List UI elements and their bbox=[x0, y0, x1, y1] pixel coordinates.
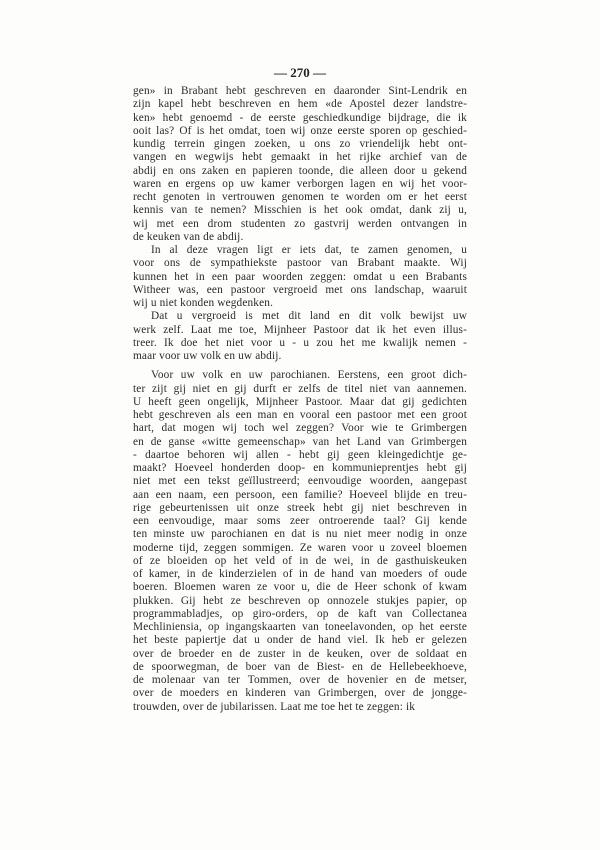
text-line: ter zijt gij niet en gij durft er zelfs de titel niet van aannemen. bbox=[133, 382, 467, 395]
text-line: waren en ergens op uw kamer verborgen lagen en wij het voor- bbox=[133, 177, 467, 190]
text-line: ooit las? Of is het omdat, toen wij onze eerste sporen op geschied- bbox=[133, 124, 467, 137]
text-line: Dat u vergroeid is met dit land en dit volk bewijst uw bbox=[151, 310, 467, 323]
text-line: kennis van te nemen? Misschien is het ook omdat, dank zij u, bbox=[133, 204, 467, 217]
text-line: Voor uw volk en uw parochianen. Eerstens, een groot dich- bbox=[151, 369, 467, 382]
text-line: maakt? Hoeveel honderden doop- en kommunieprentjes hebt gij bbox=[133, 462, 467, 474]
text-line: recht genoten in vertrouwen genomen te worden om er het eerst bbox=[133, 191, 467, 203]
text-line: kunnen het in een paar woorden zeggen: omdat u een Brabants bbox=[133, 270, 467, 283]
text-line: U heeft geen ongelijk, Mijnheer Pastoor. Maar dat gij gedichten bbox=[133, 395, 467, 408]
text-line: over de broeder en de zuster in de keuken, over de soldaat en bbox=[133, 647, 467, 660]
text-line: In al deze vragen ligt er iets dat, te zamen genomen, u bbox=[151, 244, 467, 256]
text-line: hart, dat mogen wij toch wel zeggen? Voor wie te Grimbergen bbox=[133, 422, 467, 435]
text-line: abdij en ons zaken en papieren toonde, die alleen door u gekend bbox=[133, 164, 467, 177]
text-line: voor ons de sympathiekste pastoor van Brabant maakte. Wij bbox=[133, 257, 467, 270]
text-line: en de ganse «witte gemeenschap» van het Land van Grimbergen bbox=[133, 435, 467, 448]
text-line: de keuken van de abdij. bbox=[133, 230, 244, 243]
text-line: plukken. Gij hebt ze beschreven op onnozele stukjes papier, op bbox=[133, 594, 467, 607]
paragraph bbox=[133, 310, 467, 363]
text-line: ten minste uw parochianen en dat is nu niet meer nodig in onze bbox=[133, 528, 467, 541]
body-text bbox=[133, 85, 467, 714]
text-line: of ze bloeiden op het veld of in de wei, in de gasthuiskeuken bbox=[133, 554, 467, 567]
text-line: gen» in Brabant hebt geschreven en daaronder Sint-Lendrik en bbox=[133, 85, 467, 97]
text-line: - daartoe behoren wij allen - hebt gij geen kleingedichtje ge- bbox=[133, 448, 467, 461]
text-line: het beste papiertje dat u onder de hand viel. Ik heb er gelezen bbox=[133, 634, 467, 647]
text-line: een eenvoudige, maar soms zeer ontroerende taal? Gij kende bbox=[133, 515, 467, 527]
text-line: of kamer, in de kinderzielen of in de hand van moeders of oude bbox=[133, 568, 467, 580]
text-line: maar voor uw volk en uw abdij. bbox=[133, 350, 282, 362]
text-line: over de moeders en kinderen van Grimbergen, over de jongge- bbox=[133, 687, 467, 700]
paragraph bbox=[133, 244, 467, 310]
text-line: moderne tijd, zeggen sommigen. Ze waren voor u zoveel bloemen bbox=[133, 541, 467, 554]
text-line: zijn kapel hebt beschreven en hem «de Apostel dezer landstre- bbox=[133, 98, 467, 111]
paragraph bbox=[133, 369, 467, 714]
text-line: werk zelf. Laat me toe, Mijnheer Pastoor dat ik het even illus- bbox=[133, 323, 467, 336]
paragraph bbox=[133, 85, 467, 244]
text-line: hebt geschreven als een man en vooral een pastoor met een groot bbox=[133, 409, 467, 421]
text-line: de spoorwegman, de boer van de Biest- en de Hellebeekhoeve, bbox=[133, 660, 467, 673]
text-line: aan een naam, een persoon, een familie? Hoeveel blijde en treu- bbox=[133, 488, 467, 501]
page-number: — 270 — bbox=[274, 65, 326, 80]
text-line: Mechliniensia, op ingangskaarten van toneelavonden, op het eerste bbox=[133, 621, 467, 633]
text-line: Witheer was, een pastoor vergroeid met ons landschap, waaruit bbox=[133, 283, 467, 296]
text-line: trouwden, over de jubilarissen. Laat me toe het te zeggen: ik bbox=[133, 700, 416, 713]
text-line: wij met een drom studenten zo gastvrij werden ontvangen in bbox=[133, 217, 467, 230]
text-line: ken» hebt genoemd - de eerste geschiedkundige bijdrage, die ik bbox=[133, 111, 467, 124]
text-line: kundig terrein gingen zoeken, u ons zo vriendelijk hebt ont- bbox=[133, 138, 467, 150]
text-line: treer. Ik doe het niet voor u - u zou het me kwalijk nemen - bbox=[133, 336, 467, 349]
text-line: vangen en wegwijs hebt gemaakt in het rijke archief van de bbox=[133, 151, 467, 164]
text-line: wij u niet konden wegdenken. bbox=[133, 297, 274, 309]
text-line: niet met een tekst geïllustreerd; eenvoudige woorden, aangepast bbox=[133, 475, 467, 488]
text-line: boeren. Bloemen waren ze voor u, die de Heer schonk of kwam bbox=[133, 581, 467, 594]
text-line: programmabladjes, op giro-orders, op de kaft van Collectanea bbox=[133, 607, 467, 620]
text-line: de molenaar van ter Tommen, over de hovenier en de metser, bbox=[133, 674, 467, 686]
text-line: rige gebeurtenissen uit onze streek hebt gij niet beschreven in bbox=[133, 501, 467, 514]
